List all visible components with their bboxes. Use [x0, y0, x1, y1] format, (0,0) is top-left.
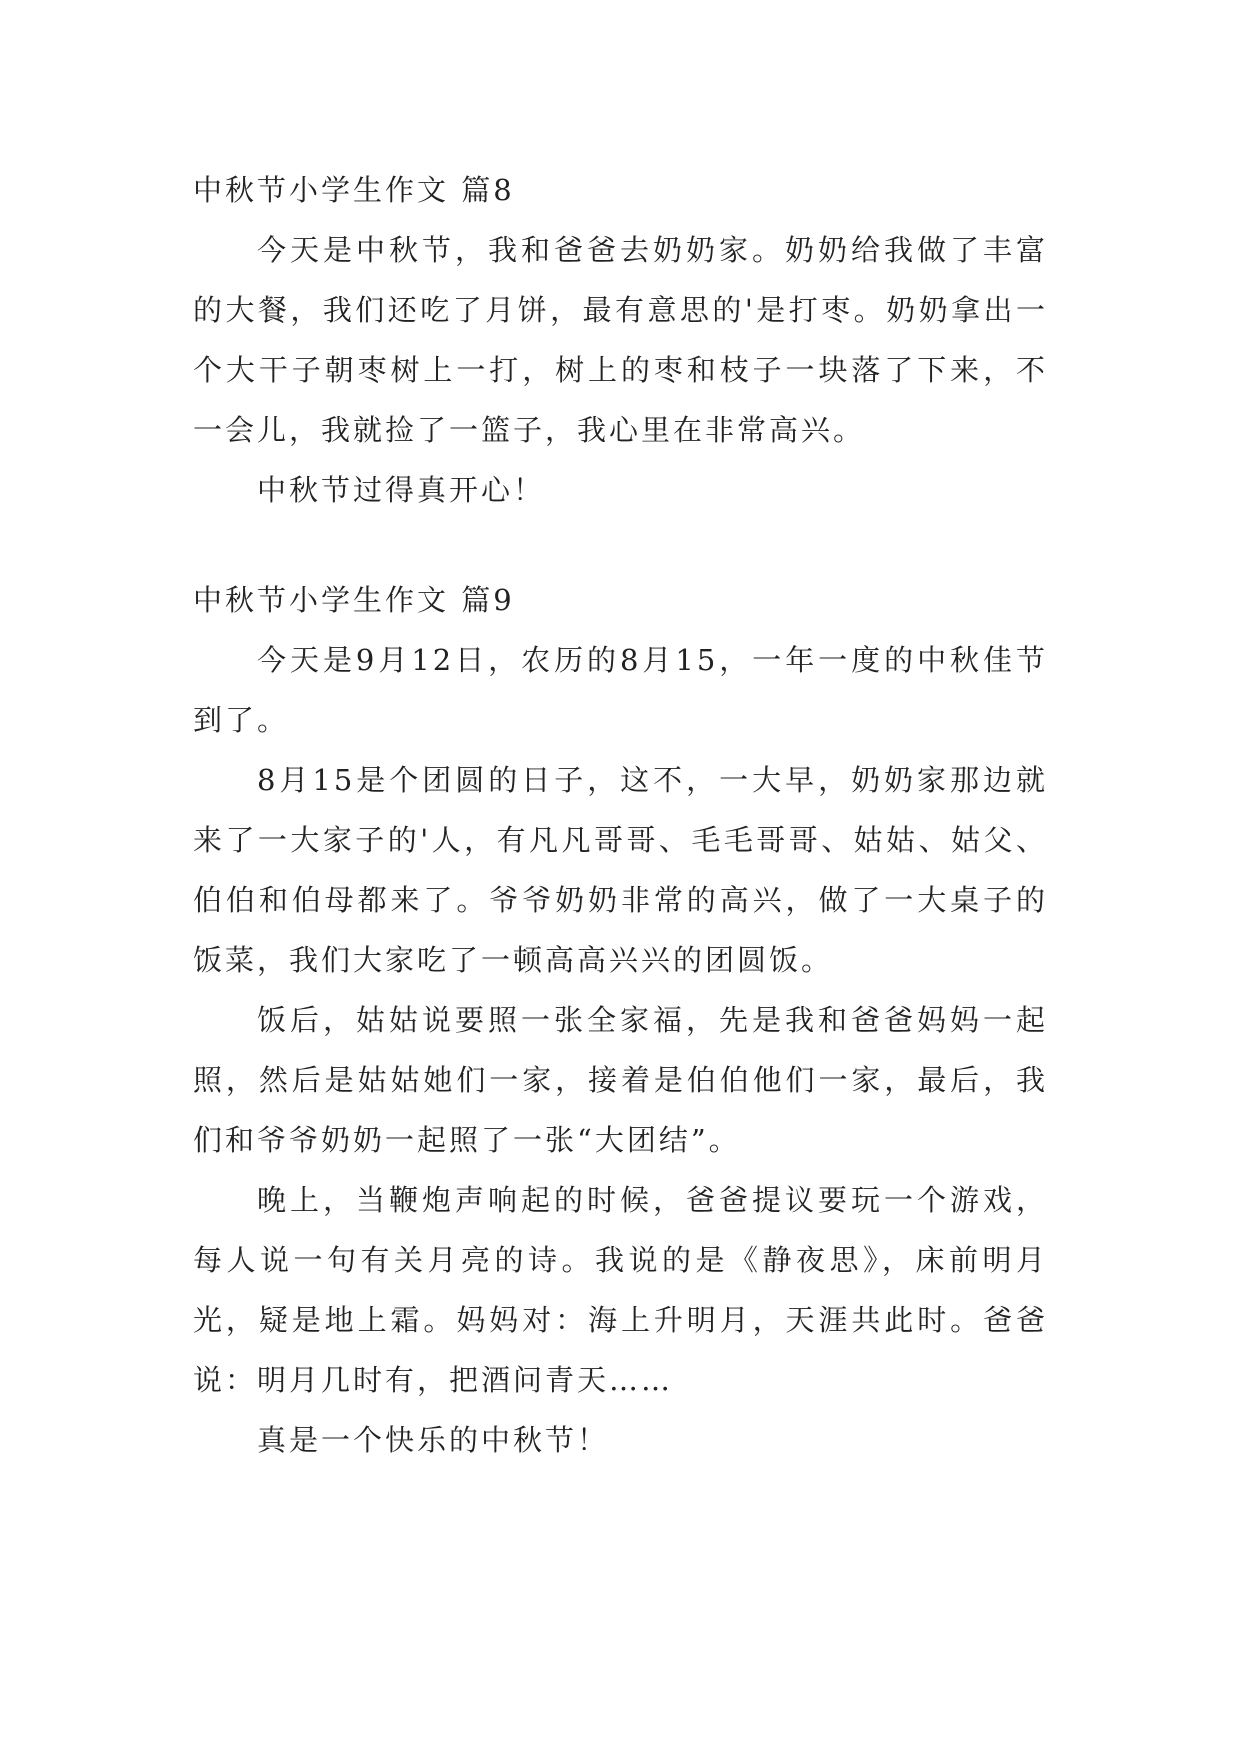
essay-title: 中秋节小学生作文 篇8 — [193, 173, 515, 207]
essay-paragraph: 今天是9月12日，农历的8月15，一年一度的中秋佳节到了。 — [193, 643, 1048, 737]
essay-paragraph: 饭后，姑姑说要照一张全家福，先是我和爸爸妈妈一起照，然后是姑姑她们一家，接着是伯伯他们一家，最后，我们和爷爷奶奶一起照了一张“大团结”。 — [193, 1003, 1048, 1157]
essay-paragraph: 今天是中秋节，我和爸爸去奶奶家。奶奶给我做了丰富的大餐，我们还吃了月饼，最有意思的'是打枣。奶奶拿出一个大干子朝枣树上一打，树上的枣和枝子一块落了下来，不一会儿，我就捡了一篮子，我心里在非常高兴。 — [193, 233, 1048, 447]
essay-title: 中秋节小学生作文 篇9 — [193, 583, 515, 617]
essay-section-8 — [193, 160, 1048, 520]
essay-paragraph: 中秋节过得真开心！ — [257, 473, 546, 507]
essay-section-9 — [193, 570, 1048, 1470]
essay-paragraph: 8月15是个团圆的日子，这不，一大早，奶奶家那边就来了一大家子的'人，有凡凡哥哥、毛毛哥哥、姑姑、姑父、伯伯和伯母都来了。爷爷奶奶非常的高兴，做了一大桌子的饭菜，我们大家吃了一顿高高兴兴的团圆饭。 — [193, 763, 1048, 977]
essay-paragraph: 真是一个快乐的中秋节！ — [257, 1423, 610, 1457]
essay-paragraph: 晚上，当鞭炮声响起的时候，爸爸提议要玩一个游戏，每人说一句有关月亮的诗。我说的是《静夜思》，床前明月光，疑是地上霜。妈妈对：海上升明月，天涯共此时。爸爸说：明月几时有，把酒问青天…… — [193, 1183, 1048, 1397]
